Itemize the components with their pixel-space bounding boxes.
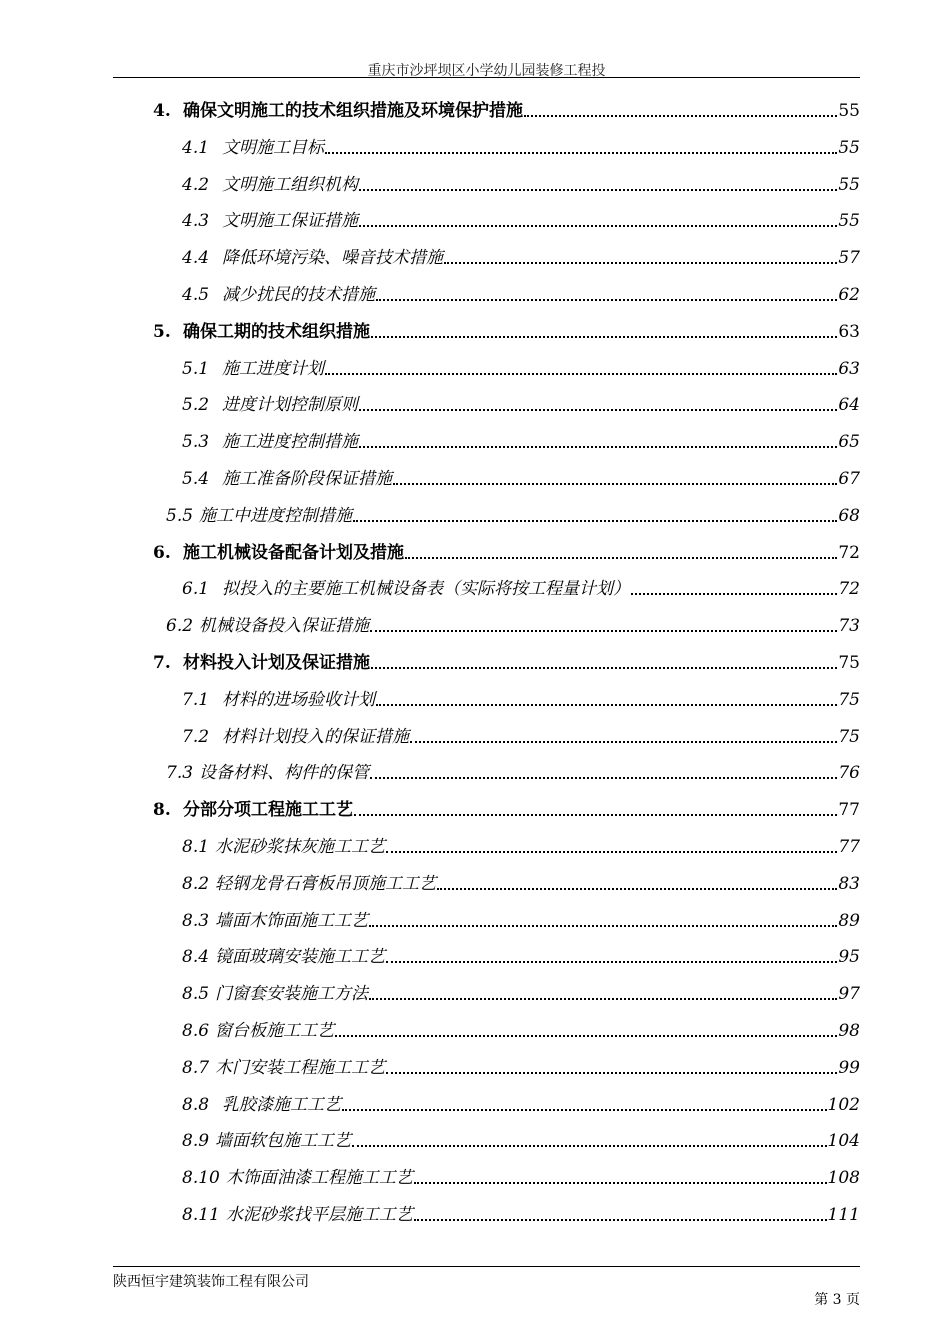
toc-entry-number: 8.2 bbox=[182, 873, 210, 894]
toc-leader-dots bbox=[359, 189, 837, 191]
toc-leader-dots bbox=[335, 1035, 837, 1037]
toc-leader-dots bbox=[444, 262, 837, 264]
toc-entry[interactable] bbox=[182, 1200, 860, 1225]
toc-leader-dots bbox=[410, 741, 837, 743]
toc-entry-title: 施工进度控制措施 bbox=[222, 432, 358, 453]
toc-leader-dots bbox=[386, 961, 837, 963]
toc-entry-page: 89 bbox=[838, 910, 860, 931]
toc-entry-number: 4.2 bbox=[182, 174, 210, 195]
toc-leader-dots bbox=[352, 1145, 827, 1147]
toc-entry-page: 64 bbox=[838, 395, 860, 416]
toc-entry-title: 镜面玻璃安装施工工艺 bbox=[215, 947, 386, 968]
toc-entry-number: 4. bbox=[153, 101, 171, 121]
toc-leader-dots bbox=[359, 446, 837, 448]
toc-entry-title: 确保工期的技术组织措施 bbox=[183, 321, 370, 342]
toc-entry[interactable] bbox=[153, 648, 860, 673]
toc-entry-title: 水泥砂浆抹灰施工工艺 bbox=[215, 837, 386, 857]
toc-entry-title: 施工进度计划 bbox=[222, 358, 324, 379]
toc-entry-page: 72 bbox=[838, 542, 860, 563]
toc-entry-number: 8.6 bbox=[182, 1021, 210, 1041]
toc-entry-title: 分部分项工程施工工艺 bbox=[183, 800, 353, 821]
toc-entry[interactable] bbox=[182, 979, 860, 1004]
toc-entry[interactable] bbox=[182, 685, 860, 710]
toc-entry[interactable] bbox=[182, 170, 860, 195]
toc-entry-number: 7.2 bbox=[182, 726, 210, 747]
toc-entry-title: 木门安装工程施工工艺 bbox=[215, 1057, 386, 1078]
toc-leader-dots bbox=[359, 409, 837, 411]
toc-entry-number: 8.1 bbox=[182, 837, 210, 857]
toc-leader-dots bbox=[369, 925, 837, 927]
toc-entry[interactable] bbox=[182, 464, 860, 489]
toc-entry[interactable] bbox=[166, 501, 860, 526]
toc-entry-number: 4.1 bbox=[182, 137, 210, 158]
toc-entry-number: 5. bbox=[153, 321, 171, 342]
toc-entry[interactable] bbox=[182, 354, 860, 379]
toc-entry-number: 7. bbox=[153, 653, 171, 673]
toc-entry-number: 8.7 bbox=[182, 1057, 210, 1078]
toc-leader-dots bbox=[325, 152, 837, 154]
toc-entry-page: 104 bbox=[827, 1131, 860, 1152]
toc-leader-dots bbox=[370, 777, 837, 779]
toc-leader-dots bbox=[524, 115, 837, 117]
toc-entry[interactable] bbox=[182, 1090, 860, 1115]
toc-entry[interactable] bbox=[153, 795, 860, 820]
footer-page-number: 第 3 页 bbox=[814, 1292, 860, 1308]
toc-entry-title: 施工中进度控制措施 bbox=[199, 505, 353, 526]
toc-entry-page: 63 bbox=[838, 321, 860, 342]
toc-entry[interactable] bbox=[166, 611, 860, 636]
toc-entry[interactable] bbox=[182, 869, 860, 894]
toc-entry-number: 5.1 bbox=[182, 358, 210, 379]
toc-leader-dots bbox=[376, 704, 837, 706]
toc-entry-page: 99 bbox=[838, 1057, 860, 1078]
toc-entry[interactable] bbox=[182, 832, 860, 857]
toc-entry[interactable] bbox=[182, 722, 860, 747]
toc-entry-title: 文明施工组织机构 bbox=[222, 174, 358, 195]
toc-entry-page: 65 bbox=[838, 432, 860, 453]
toc-leader-dots bbox=[376, 299, 837, 301]
toc-entry-number: 8.8 bbox=[182, 1094, 210, 1115]
toc-entry-title: 窗台板施工工艺 bbox=[215, 1021, 335, 1041]
toc-entry-number: 4.3 bbox=[182, 211, 210, 232]
toc-entry-title: 降低环境污染、噪音技术措施 bbox=[222, 248, 443, 269]
toc-entry-page: 102 bbox=[827, 1094, 860, 1115]
toc-entry[interactable] bbox=[182, 1016, 860, 1041]
toc-entry-number: 8. bbox=[153, 800, 171, 821]
toc-entry-page: 72 bbox=[838, 579, 860, 600]
toc-entry-title: 水泥砂浆找平层施工工艺 bbox=[225, 1205, 413, 1225]
toc-entry-page: 55 bbox=[838, 101, 860, 121]
toc-leader-dots bbox=[370, 630, 837, 632]
toc-entry-page: 55 bbox=[838, 174, 860, 195]
toc-entry-page: 111 bbox=[827, 1205, 860, 1225]
toc-entry-page: 97 bbox=[838, 984, 860, 1005]
toc-entry-title: 材料计划投入的保证措施 bbox=[222, 726, 409, 747]
toc-entry-number: 4.5 bbox=[182, 285, 210, 305]
toc-entry-number: 8.9 bbox=[182, 1131, 210, 1152]
toc-leader-dots bbox=[405, 557, 837, 559]
toc-entry-page: 62 bbox=[838, 285, 860, 305]
toc-entry-number: 6.2 bbox=[166, 616, 194, 637]
toc-entry[interactable] bbox=[182, 906, 860, 931]
toc-entry-page: 75 bbox=[838, 653, 860, 673]
toc-entry[interactable] bbox=[182, 942, 860, 967]
footer-company: 陕西恒宇建筑装饰工程有限公司 bbox=[113, 1274, 309, 1290]
toc-entry-page: 63 bbox=[838, 358, 860, 379]
toc-entry-title: 设备材料、构件的保管 bbox=[199, 763, 370, 784]
toc-leader-dots bbox=[631, 593, 837, 595]
toc-entry[interactable] bbox=[182, 1163, 860, 1188]
toc-entry-title: 材料的进场验收计划 bbox=[222, 689, 375, 710]
toc-leader-dots bbox=[371, 667, 837, 669]
toc-entry-number: 7.3 bbox=[166, 763, 194, 784]
toc-entry-page: 83 bbox=[838, 873, 860, 894]
toc-entry[interactable] bbox=[182, 1053, 860, 1078]
toc-entry-title: 确保文明施工的技术组织措施及环境保护措施 bbox=[183, 101, 523, 121]
toc-entry-title: 木饰面油漆工程施工工艺 bbox=[225, 1168, 413, 1189]
toc-entry-page: 76 bbox=[838, 763, 860, 784]
toc-entry-number: 6. bbox=[153, 542, 171, 563]
toc-leader-dots bbox=[414, 1182, 827, 1184]
toc-entry[interactable] bbox=[182, 427, 860, 452]
toc-entry-page: 68 bbox=[838, 505, 860, 526]
toc-leader-dots bbox=[437, 888, 837, 890]
toc-leader-dots bbox=[393, 483, 837, 485]
toc-entry[interactable] bbox=[182, 133, 860, 158]
toc-leader-dots bbox=[354, 814, 837, 816]
toc-entry-title: 门窗套安装施工方法 bbox=[215, 984, 369, 1005]
toc-entry-title: 减少扰民的技术措施 bbox=[222, 285, 375, 305]
toc-entry-title: 材料投入计划及保证措施 bbox=[183, 653, 370, 673]
toc-entry-number: 7.1 bbox=[182, 689, 210, 710]
toc-entry-page: 57 bbox=[838, 248, 860, 269]
toc-entry-number: 8.11 bbox=[182, 1205, 220, 1225]
toc-entry-title: 施工机械设备配备计划及措施 bbox=[183, 542, 404, 563]
toc-leader-dots bbox=[386, 851, 837, 853]
toc-entry-title: 拟投入的主要施工机械设备表（实际将按工程量计划） bbox=[222, 579, 630, 600]
toc-entry[interactable] bbox=[182, 390, 860, 415]
toc-entry-title: 施工准备阶段保证措施 bbox=[222, 469, 392, 489]
toc-entry-page: 55 bbox=[838, 137, 860, 158]
toc-leader-dots bbox=[414, 1219, 827, 1221]
toc-entry-title: 轻钢龙骨石膏板吊顶施工工艺 bbox=[215, 873, 437, 894]
toc-leader-dots bbox=[369, 998, 837, 1000]
toc-entry-title: 文明施工目标 bbox=[222, 137, 324, 158]
toc-entry[interactable] bbox=[153, 317, 860, 342]
toc-entry-number: 8.10 bbox=[182, 1168, 220, 1189]
toc-entry-title: 乳胶漆施工工艺 bbox=[222, 1094, 341, 1115]
toc-entry[interactable] bbox=[182, 1126, 860, 1151]
toc-entry-page: 98 bbox=[838, 1021, 860, 1041]
toc-leader-dots bbox=[371, 336, 837, 338]
toc-entry-page: 95 bbox=[838, 947, 860, 968]
toc-leader-dots bbox=[359, 225, 837, 227]
toc-leader-dots bbox=[353, 520, 837, 522]
toc-entry-number: 5.3 bbox=[182, 432, 210, 453]
toc-leader-dots bbox=[325, 373, 837, 375]
toc-entry-title: 墙面木饰面施工工艺 bbox=[215, 910, 369, 931]
toc-entry-title: 机械设备投入保证措施 bbox=[199, 616, 370, 637]
toc-entry[interactable] bbox=[153, 96, 860, 121]
toc-entry[interactable] bbox=[166, 758, 860, 783]
page-header: 重庆市沙坪坝区小学幼儿园装修工程投 bbox=[367, 63, 606, 79]
toc-entry[interactable] bbox=[182, 243, 860, 268]
toc-leader-dots bbox=[342, 1109, 827, 1111]
toc-entry-number: 8.5 bbox=[182, 984, 210, 1005]
toc-entry-title: 墙面软包施工工艺 bbox=[215, 1131, 352, 1152]
toc-entry-page: 55 bbox=[838, 211, 860, 232]
toc-entry-number: 8.4 bbox=[182, 947, 210, 968]
toc-entry-title: 文明施工保证措施 bbox=[222, 211, 358, 232]
footer-divider bbox=[113, 1266, 860, 1267]
toc-entry-page: 75 bbox=[838, 726, 860, 747]
toc-entry[interactable] bbox=[153, 538, 860, 563]
toc-entry-number: 5.4 bbox=[182, 469, 210, 489]
toc-entry-page: 67 bbox=[838, 469, 860, 489]
toc-entry[interactable] bbox=[182, 574, 860, 599]
toc-entry-number: 5.2 bbox=[182, 395, 210, 416]
toc-entry-page: 108 bbox=[827, 1168, 860, 1189]
toc-entry-page: 75 bbox=[838, 689, 860, 710]
toc-entry-page: 73 bbox=[838, 616, 860, 637]
toc-entry-page: 77 bbox=[838, 837, 860, 857]
toc-entry-page: 77 bbox=[838, 800, 860, 821]
toc-leader-dots bbox=[386, 1072, 837, 1074]
toc-entry-title: 进度计划控制原则 bbox=[222, 395, 358, 416]
toc-entry[interactable] bbox=[182, 280, 860, 305]
header-divider bbox=[113, 77, 860, 78]
toc-entry-number: 5.5 bbox=[166, 505, 194, 526]
toc-entry-number: 6.1 bbox=[182, 579, 210, 600]
toc-entry[interactable] bbox=[182, 206, 860, 231]
toc-entry-number: 4.4 bbox=[182, 248, 210, 269]
toc-entry-number: 8.3 bbox=[182, 910, 210, 931]
